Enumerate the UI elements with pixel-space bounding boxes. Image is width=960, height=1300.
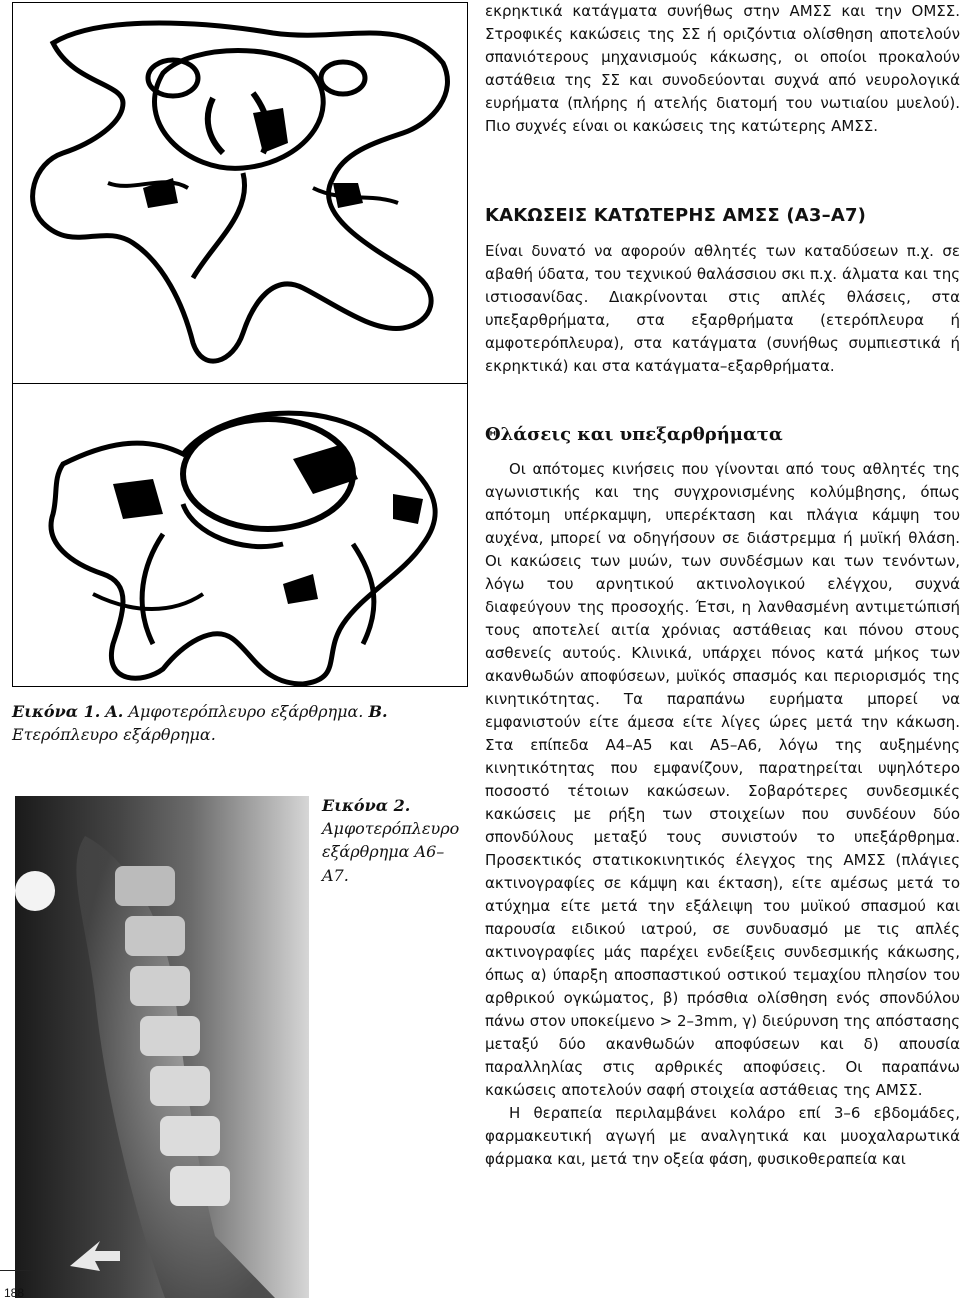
vertebra-illustration-a <box>13 3 467 385</box>
figure-1-caption <box>12 700 472 746</box>
figure-1-part-a-letter: Α. <box>105 702 124 721</box>
figure-1-part-a-text: Αμφοτερόπλευρο εξάρθρημα. <box>128 702 364 721</box>
intro-paragraph: εκρηκτικά κατάγματα συνήθως στην ΑΜΣΣ και την ΟΜΣΣ. Στροφικές κακώσεις της ΣΣ ή οριζόντια ολίσθηση αποτελούν σπανιότερους μηχανισμούς κάκωσης, οι οποίοι προκαλούν αστάθεια της ΣΣ και συνοδεύονται συχνά από νευρολογικά ευρήματα (πλήρης ή ατελής διατομή του νωτιαίου μυελού). Πιο συχνές είναι οι κακώσεις της κατώτερης ΑΜΣΣ. <box>485 2 960 135</box>
body-paragraph-1: Οι απότομες κινήσεις που γίνονται από τους αθλητές της αγωνιστικής και της συγχρονισμένης κολύμβησης, όπως απότομη υπέρκαμψη, υπερέκταση και πλάγια κάμψη του αυχένα, μπορεί να οδηγήσουν σε διάστρεμμα ή μυϊκή θλάση. Οι κακώσεις των μυών, των συνδέσμων και των τενόντων, λόγω του αρνητικού ακτινολογικού ελέγχου, συχνά διαφεύγουν της προσοχής. Έτσι, η λανθασμένη αντιμετώπισή τους αποτελεί αιτία χρόνιας αστάθειας και πόνου στους ασθενείς αυτούς. Κλινικά, υπάρχει πόνος κατά μήκος των ακανθωδών αποφύσεων, μυϊκός σπασμός και περιορισμός της κινητικότητας. Τα παραπάνω ευρήματα μπορεί να εμφανιστούν είτε άμεσα είτε λίγες ώρες μετά την κάκωση. Στα επίπεδα Α4–Α5 και Α5–Α6, λόγω της αυξημένης κινητικότητας που εμφανίζουν, παρατηρείται υψηλότερο ποσοστό τέτοιων κακώσεων. Σοβαρότερες συνδεσμικές κακώσεις με ρήξη των στοιχείων που συνδέουν δύο σπονδύλους μεταξύ τους συνιστούν το υπεξάρθρημα. Προσεκτικός στατικοκινητικός έλεγχος της ΑΜΣΣ (πλάγιες ακτινογραφίες σε κάμψη και έκταση), είτε αμέσως μετά το ατύχημα είτε μετά την εξάλειψη του μυϊκού σπασμού και παρουσία ειδικού ιατρού, σε συνδυασμό με τις απλές ακτινογραφίες μάς παρέχει ενδείξεις συνδεσμικής κάκωσης, όπως α) ύπαρξη αποσπαστικού οστικού τεμαχίου πλησίον του αρθρικού ογκώματος, β) πρόσθια ολίσθηση ενός σπονδύλου πάνω στον υποκείμενο > 2–3mm, γ) διεύρυνση της απόστασης μεταξύ δύο ακανθωδών αποφύσεων και δ) απουσία παραλληλίας στις αρθρικές αποφύσεις. Οι παραπάνω κακώσεις αποτελούν σαφή στοιχεία αστάθειας της ΑΜΣΣ. <box>485 460 960 1099</box>
page-number: 188 <box>0 1270 36 1300</box>
subheading: Θλάσεις και υπεξαρθρήματα <box>485 424 783 445</box>
figure-2-xray <box>15 796 309 1298</box>
figure-1b-vertebra-drawing <box>12 383 468 687</box>
figure-1-label: Εικόνα 1. <box>12 702 101 721</box>
section-heading: ΚΑΚΩΣΕΙΣ ΚΑΤΩΤΕΡΗΣ ΑΜΣΣ (Α3–Α7) <box>485 205 867 226</box>
figure-1a-vertebra-drawing <box>12 2 468 386</box>
body-paragraph-2: Η θεραπεία περιλαμβάνει κολάρο επί 3–6 εβδομάδες, φαρμακευτική αγωγή με αναλγητικά και μυοχαλαρωτικά φάρμακα και, μετά την οξεία φάση, φυσικοθεραπεία και <box>485 1104 960 1168</box>
figure-2-caption <box>322 794 460 887</box>
figure-1-part-b-text: Ετερόπλευρο εξάρθρημα. <box>12 725 216 745</box>
cervical-spine-xray <box>15 796 309 1298</box>
figure-1-part-b-letter: Β. <box>368 702 388 721</box>
figure-2-text: Αμφοτερόπλευρο εξάρθρημα Α6–Α7. <box>322 819 460 885</box>
vertebra-illustration-b <box>13 384 467 686</box>
section-paragraph: Είναι δυνατό να αφορούν αθλητές των καταδύσεων π.χ. σε αβαθή ύδατα, του τεχνικού θαλάσσιου σκι π.χ. άλματα και της ιστιοσανίδας. Διακρίνονται στις απλές θλάσεις, στα υπεξαρθρήματα, στα εξαρθρήματα (ετερόπλευρα ή αμφοτερόπλευρα), στα κατάγματα (συνήθως συμπιεστικά ή εκρηκτικά) και στα κατάγματα–εξαρθρήματα. <box>485 242 960 375</box>
figure-2-label: Εικόνα 2. <box>322 796 411 815</box>
body-text <box>485 458 960 1171</box>
